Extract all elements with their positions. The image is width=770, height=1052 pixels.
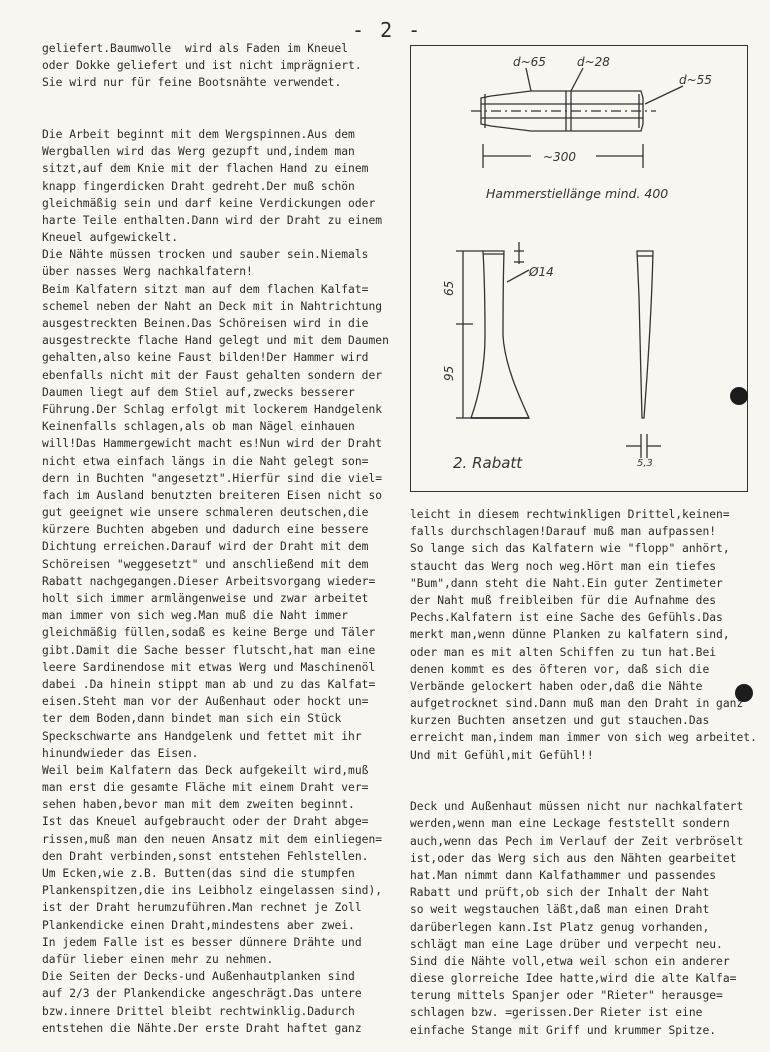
text-line: der Naht muß freibleiben für die Aufnahme des (410, 593, 717, 607)
text-line: So lange sich das Kalfatern wie "flopp" anhört, (410, 542, 730, 556)
text-line: ist,oder das Werg sich aus den Nähten gearbeitet (410, 851, 737, 865)
text-line: Wergballen wird das Werg gezupft und,indem man (42, 145, 355, 159)
text-line: hat.Man nimmt dann Kalfathammer und passendes (410, 868, 717, 882)
text-line: harte Teile enthalten.Dann wird der Draht zu einem (42, 213, 383, 227)
text-line: Plankendicke einen Draht,mindestens aber zwei. (42, 918, 355, 932)
text-line: Die Nähte müssen trocken und sauber sein.Niemals (42, 248, 369, 262)
text-line: falls durchschlagen!Darauf muß man aufpassen! (410, 525, 717, 539)
text-line: Sie wird nur für feine Bootsnähte verwendet. (42, 76, 342, 90)
text-line: holt sich immer armlängenweise und zwar arbeitet (42, 592, 369, 605)
text-line: Sind die Nähte voll,etwa weil schon ein anderer (410, 954, 730, 968)
dim-d65: d~65 (513, 55, 546, 69)
text-line: gut geeignet wie unsere schmaleren deutschen,die (42, 506, 369, 520)
text-line: man erst die gesamte Fläche mit einem Draht ver= (42, 781, 369, 795)
text-line: Kneuel aufgewickelt. (42, 231, 179, 245)
text-line: Und mit Gefühl,mit Gefühl!! (410, 748, 594, 762)
text-line: Beim Kalfatern sitzt man auf dem flachen Kalfat= (42, 282, 369, 296)
text-line: Verbände gelockert haben oder,daß die Nähte (410, 679, 703, 693)
rabatt-side-outline (637, 251, 653, 418)
text-line: Rabatt nachgegangen.Dieser Arbeitsvorgang wieder= (42, 574, 376, 588)
text-line: werden,wenn man eine Leckage feststellt sondern (410, 817, 730, 831)
dim-length: ~300 (543, 150, 576, 164)
blank-line (410, 764, 760, 781)
text-line: oder Dokke geliefert und ist nicht imprägniert. (42, 59, 362, 73)
text-line: ebenfalls nicht mit der Faust gehalten sondern der (42, 368, 383, 382)
dim-diameter: Ø14 (529, 265, 554, 279)
text-line: schlägt man eine Lage drüber und verpecht neu. (410, 937, 723, 951)
text-line: denen kommt es des öfteren vor, daß sich die (410, 662, 710, 676)
text-line: staucht das Werg noch weg.Hört man ein tiefes (410, 559, 717, 573)
text-line: über nasses Werg nachkalfatern! (42, 265, 253, 279)
blank-line (410, 781, 760, 798)
left-text-column (42, 40, 402, 1037)
dim-65: 65 (442, 280, 456, 296)
text-line: sitzt,auf dem Knie mit der flachen Hand zu einem (42, 162, 369, 176)
text-line: rissen,muß man den neuen Ansatz mit dem einliegen= (42, 832, 383, 846)
text-line: fach im Ausland benutzten breiteren Eisen nicht so (42, 488, 383, 502)
text-line: dafür lieber einen mehr zu nehmen. (42, 952, 274, 966)
text-line: ist der Draht herumzuführen.Man rechnet je Zoll (42, 901, 362, 915)
text-line: terung mittels Spanjer oder "Rieter" herausge= (410, 989, 723, 1003)
text-line: dabei .Da hinein stippt man ab und zu das Kalfat= (42, 677, 376, 691)
text-line: Rabatt und prüft,ob sich der Inhalt der Naht (410, 886, 710, 900)
text-line: Pechs.Kalfatern ist eine Sache des Gefühls.Das (410, 611, 723, 625)
text-line: Schöreisen "weggesetzt" und anschließend mit dem (42, 557, 369, 571)
rabatt-front-outline (471, 251, 529, 418)
text-line: Führung.Der Schlag erfolgt mit lockerem Handgelenk (42, 402, 383, 416)
text-line: nicht etwa einfach längs in die Naht gelegt son= (42, 454, 369, 468)
text-line: Um Ecken,wie z.B. Butten(das sind die stumpfen (42, 867, 355, 880)
text-line: Speckschwarte ans Handgelenk und fettet mit ihr (42, 729, 362, 743)
text-line: eisen.Steht man vor der Außenhaut oder hockt un= (42, 695, 369, 709)
blank-line (42, 109, 402, 126)
text-line: leere Sardinendose mit etwas Werg und Maschinenöl (42, 660, 376, 674)
text-line: merkt man,wenn dünne Planken zu kalfatern sind, (410, 628, 730, 642)
text-line: ausgestreckten Beinen.Das Schöreisen wird in die (42, 317, 369, 330)
text-line: "Bum",dann steht die Naht.Ein guter Zentimeter (410, 576, 723, 590)
text-line: Dichtung erreichen.Darauf wird der Draht mit dem (42, 540, 369, 554)
text-line: Daumen liegt auf dem Stiel auf,zwecks besserer (42, 385, 355, 399)
text-line: so weit wegstauchen läßt,daß man einen Draht (410, 903, 710, 917)
text-line: sehen haben,bevor man mit dem zweiten beginnt. (42, 798, 355, 812)
text-line: knapp fingerdicken Draht gedreht.Der muß schön (42, 179, 355, 193)
text-line: ausgestreckte flache Hand gelegt und mit dem Daumen (42, 334, 389, 348)
text-line: kurzen Buchten ansetzen und gut stauchen.Das (410, 714, 710, 728)
text-line: will!Das Hammergewicht macht es!Nun wird der Draht (42, 437, 383, 451)
text-line: aufgetrocknet sind.Dann muß man den Draht in ganz (410, 697, 744, 711)
text-line: gibt.Damit die Sache besser flutscht,hat man eine (42, 643, 376, 657)
tool-drawing (411, 46, 749, 493)
text-line: auf 2/3 der Plankendicke angeschrägt.Das untere (42, 987, 362, 1001)
text-line: ter dem Boden,dann bindet man sich ein Stück (42, 712, 342, 726)
text-line: den Draht verbinden,sonst entstehen Fehlstellen. (42, 849, 369, 863)
text-line: Plankenspitzen,die ins Leibholz eingelassen sind), (42, 884, 383, 898)
text-line: dern in Buchten "angesetzt".Hierfür sind die viel= (42, 471, 383, 485)
text-line: Keinenfalls schlagen,als ob man Nägel einhauen (42, 420, 355, 434)
figure-box (410, 45, 748, 492)
handle-caption: Hammerstiellänge mind. 400 (486, 186, 669, 201)
text-line: hinundwieder das Eisen. (42, 746, 199, 760)
text-line: schlagen bzw. =gerissen.Der Rieter ist eine (410, 1006, 703, 1020)
dim-95: 95 (442, 365, 456, 381)
dim-d55: d~55 (679, 73, 712, 87)
text-line: einfache Stange mit Griff und krummer Spitze. (410, 1023, 717, 1037)
text-line: gleichmäßig sein und darf keine Verdickungen oder (42, 196, 376, 210)
page-number: - 2 - (352, 18, 423, 42)
text-line: man immer von sich weg.Man muß die Naht immer (42, 609, 349, 623)
rabatt-caption: 2. Rabatt (453, 454, 523, 472)
punch-hole-top (730, 387, 748, 405)
text-line: bzw.innere Drittel bleibt rechtwinklig.Dadurch (42, 1004, 355, 1018)
text-line: Die Arbeit beginnt mit dem Wergspinnen.Aus dem (42, 127, 355, 141)
dim-thickness: 5,3 (637, 458, 653, 469)
text-line: leicht in diesem rechtwinkligen Drittel,keinen= (410, 508, 730, 521)
text-line: Die Seiten der Decks-und Außenhautplanken sind (42, 970, 355, 984)
text-line: Weil beim Kalfatern das Deck aufgekeilt wird,muß (42, 763, 369, 777)
right-text-column (410, 506, 760, 1039)
text-line: gleichmäßig füllen,sodaß es keine Berge und Täler (42, 626, 376, 640)
text-line: In jedem Falle ist es besser dünnere Drähte und (42, 935, 362, 949)
text-line: schemel neben der Naht an Deck mit in Nahtrichtung (42, 299, 383, 313)
text-line: geliefert.Baumwolle wird als Faden im Kneuel (42, 42, 349, 55)
text-line: kürzere Buchten abgeben und dadurch eine bessere (42, 523, 369, 537)
dim-d28: d~28 (577, 55, 610, 69)
blank-line (42, 92, 402, 109)
text-line: auch,wenn das Pech im Verlauf der Zeit verbröselt (410, 834, 744, 848)
text-line: erreicht man,indem man immer von sich weg arbeitet. (410, 731, 757, 745)
text-line: entstehen die Nähte.Der erste Draht haftet ganz (42, 1021, 362, 1035)
text-line: Deck und Außenhaut müssen nicht nur nachkalfatert (410, 800, 744, 814)
text-line: diese glorreiche Idee hatte,wird die alte Kalfa= (410, 972, 737, 986)
text-line: oder man es mit alten Schiffen zu tun hat.Bei (410, 645, 717, 659)
text-line: Ist das Kneuel aufgebraucht oder der Draht abge= (42, 815, 369, 829)
text-line: gehalten,also keine Faust bilden!Der Hammer wird (42, 351, 369, 365)
text-line: darüberlegen kann.Ist Platz genug vorhanden, (410, 920, 710, 934)
